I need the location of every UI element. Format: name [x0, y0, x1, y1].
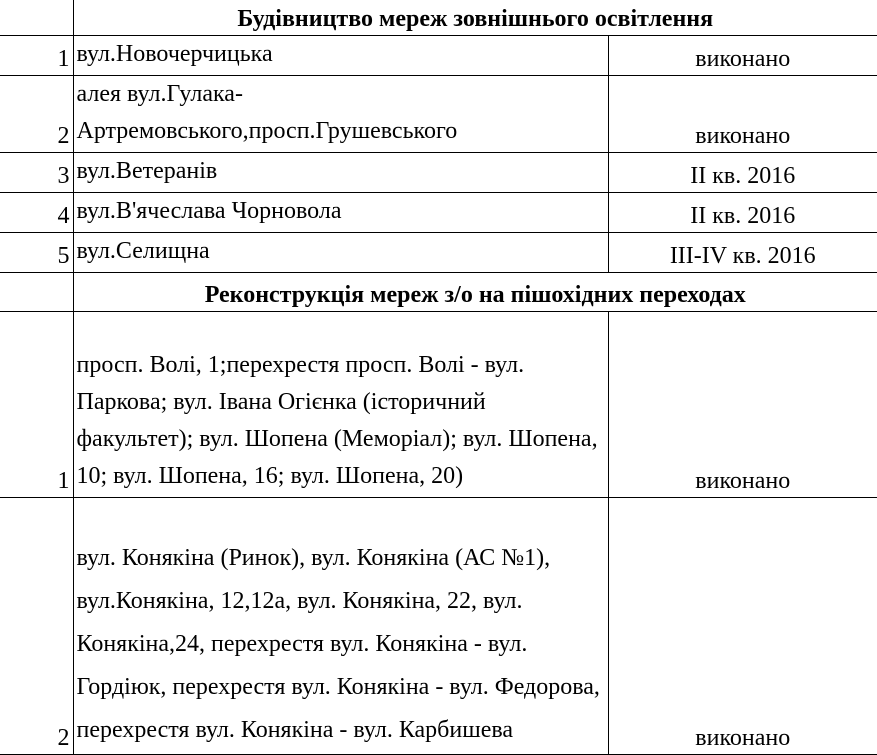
status-cell[interactable]: ІІІ-IV кв. 2016 — [608, 233, 877, 273]
table-row — [0, 233, 877, 273]
section-header-row — [0, 0, 877, 36]
address-cell[interactable]: вул.В'ячеслава Чорновола — [73, 193, 608, 233]
address-cell[interactable]: просп. Волі, 1;перехрестя просп. Волі - вул. Паркова; вул. Івана Огієнка (історичний факультет); вул. Шопена (Меморіал); вул. Шопена, 10; вул. Шопена, 16; вул. Шопена, 20) — [73, 312, 608, 498]
row-number[interactable]: 1 — [0, 312, 73, 498]
status-cell[interactable]: виконано — [608, 312, 877, 498]
status-cell[interactable]: виконано — [608, 498, 877, 755]
row-number[interactable]: 2 — [0, 498, 73, 755]
status-cell[interactable]: виконано — [608, 36, 877, 76]
table-row — [0, 153, 877, 193]
section-header-row — [0, 273, 877, 312]
row-number[interactable]: 1 — [0, 36, 73, 76]
table-row — [0, 193, 877, 233]
section-header-spacer — [0, 273, 73, 312]
section-title-construction[interactable]: Будівництво мереж зовнішнього освітлення — [73, 0, 877, 36]
row-number[interactable]: 4 — [0, 193, 73, 233]
section-header-spacer — [0, 0, 73, 36]
address-cell[interactable]: вул.Селищна — [73, 233, 608, 273]
address-cell[interactable]: вул.Ветеранів — [73, 153, 608, 193]
table-row — [0, 36, 877, 76]
address-cell[interactable]: вул.Новочерчицька — [73, 36, 608, 76]
row-number[interactable]: 3 — [0, 153, 73, 193]
table-row — [0, 76, 877, 153]
table-row — [0, 498, 877, 755]
table-row — [0, 312, 877, 498]
status-cell[interactable]: ІІ кв. 2016 — [608, 193, 877, 233]
status-cell[interactable]: виконано — [608, 76, 877, 153]
row-number[interactable]: 2 — [0, 76, 73, 153]
status-cell[interactable]: ІІ кв. 2016 — [608, 153, 877, 193]
address-cell[interactable]: вул. Конякіна (Ринок), вул. Конякіна (АС №1), вул.Конякіна, 12,12а, вул. Конякіна, 22, вул. Конякіна,24, перехрестя вул. Конякіна - вул. Гордіюк, перехрестя вул. Конякіна - вул. Федорова, перехрестя вул. Конякіна - вул. Карбишева — [73, 498, 608, 755]
row-number[interactable]: 5 — [0, 233, 73, 273]
address-cell[interactable]: алея вул.Гулака-Артремовського,просп.Грушевського — [73, 76, 608, 153]
section-title-reconstruction[interactable]: Реконструкція мереж з/о на пішохідних переходах — [73, 273, 877, 312]
